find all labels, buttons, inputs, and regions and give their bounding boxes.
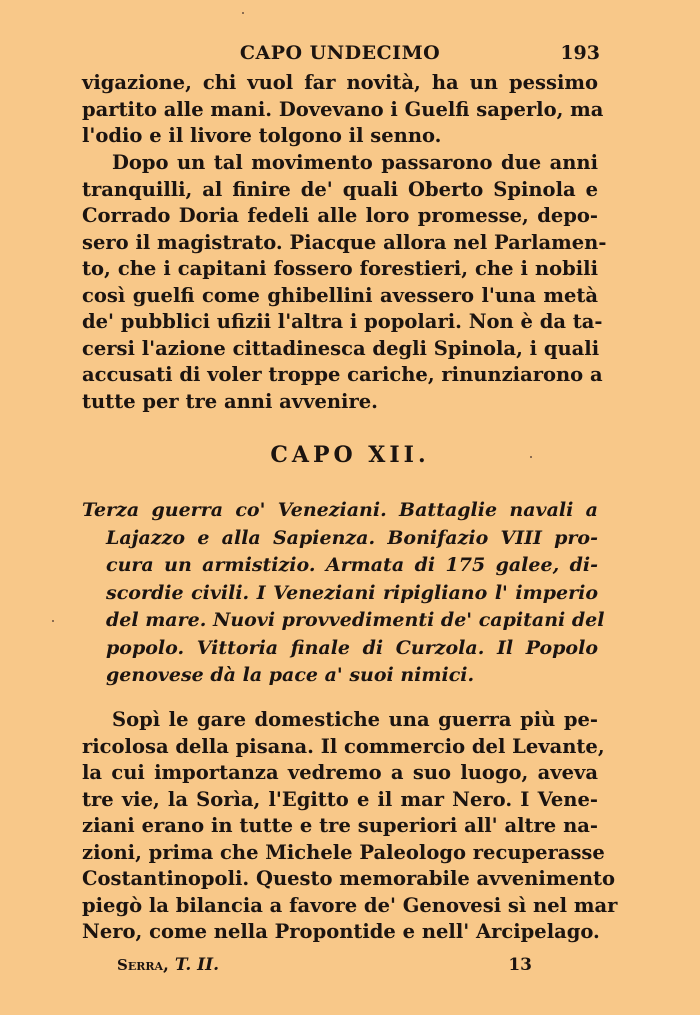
chapter-summary <box>82 497 605 690</box>
text-line: così guelfi come ghibellini avessero l'una metà <box>82 283 598 307</box>
text-line: tutte per tre anni avvenire. <box>82 389 378 413</box>
text-line: ziani erano in tutte e tre superiori all' altre na- <box>82 814 598 837</box>
summary-line: genovese dà la pace a' suoi nimici. <box>106 664 475 686</box>
page-footer <box>117 955 532 979</box>
paragraph-levant-commerce <box>82 707 618 946</box>
paper-speck <box>52 620 54 622</box>
text-line: piegò la bilancia a favore de' Genovesi sì nel mar <box>82 893 618 917</box>
summary-line: scordie civili. I Veneziani ripigliano l' imperio <box>106 581 598 604</box>
text-line: cersi l'azione cittadinesca degli Spinola, i quali <box>82 336 600 360</box>
summary-line: del mare. Nuovi provvedimenti de' capitani del <box>106 609 605 631</box>
signature-author: Serra <box>117 956 164 974</box>
text-line: de' pubblici ufizii l'altra i popolari. Non è da ta- <box>82 310 603 333</box>
text-line: Costantinopoli. Questo memorabile avvenimento <box>82 867 616 890</box>
running-title: CAPO UNDECIMO <box>239 42 441 64</box>
text-line: vigazione, chi vuol far novità, ha un pessimo <box>82 71 598 94</box>
text-line: to, che i capitani fossero forestieri, che i nobili <box>82 257 598 280</box>
signature-mark: Serra, T. II. <box>117 955 220 975</box>
text-line: tranquilli, al finire de' quali Oberto Spinola e <box>82 177 598 201</box>
text-line: Dopo un tal movimento passarono due anni <box>112 151 598 174</box>
text-line: zioni, prima che Michele Paleologo recuperasse <box>82 840 605 864</box>
text-line: sero il magistrato. Piacque allora nel Parlamen- <box>82 230 607 254</box>
text-line: Corrado Doria fedeli alle loro promesse, depo- <box>82 204 598 227</box>
paragraph-spinola-doria <box>82 150 607 415</box>
signature-volume: T. II. <box>174 955 220 975</box>
text-line: Sopì le gare domestiche una guerra più pe- <box>112 708 598 731</box>
page-number: 193 <box>560 42 600 64</box>
summary-line: popolo. Vittoria finale di Curzola. Il Popolo <box>106 636 598 659</box>
text-line: ricolosa della pisana. Il commercio del Levante, <box>82 734 605 758</box>
summary-line: cura un armistizio. Armata di 175 galee, di- <box>106 554 598 576</box>
paper-speck <box>242 12 244 14</box>
text-line: accusati di voler troppe cariche, rinunziarono a <box>82 363 603 386</box>
text-line: l'odio e il livore tolgono il senno. <box>82 124 442 147</box>
paragraph-continued <box>82 70 604 150</box>
summary-line: Lajazzo e alla Sapienza. Bonifazio VIII pro- <box>106 526 598 549</box>
sheet-mark: 13 <box>508 955 532 975</box>
text-line: la cui importanza vedremo a suo luogo, aveva <box>82 761 598 784</box>
text-line: partito alle mani. Dovevano i Guelfi saperlo, ma <box>82 97 604 121</box>
paper-speck <box>530 456 532 458</box>
running-head <box>80 42 600 68</box>
chapter-heading: CAPO XII. <box>270 442 430 468</box>
text-line: tre vie, la Sorìa, l'Egitto e il mar Nero. I Vene- <box>82 787 598 811</box>
summary-line: Terza guerra co' Veneziani. Battaglie navali a <box>82 499 598 521</box>
text-line: Nero, come nella Propontide e nell' Arcipelago. <box>82 920 600 943</box>
